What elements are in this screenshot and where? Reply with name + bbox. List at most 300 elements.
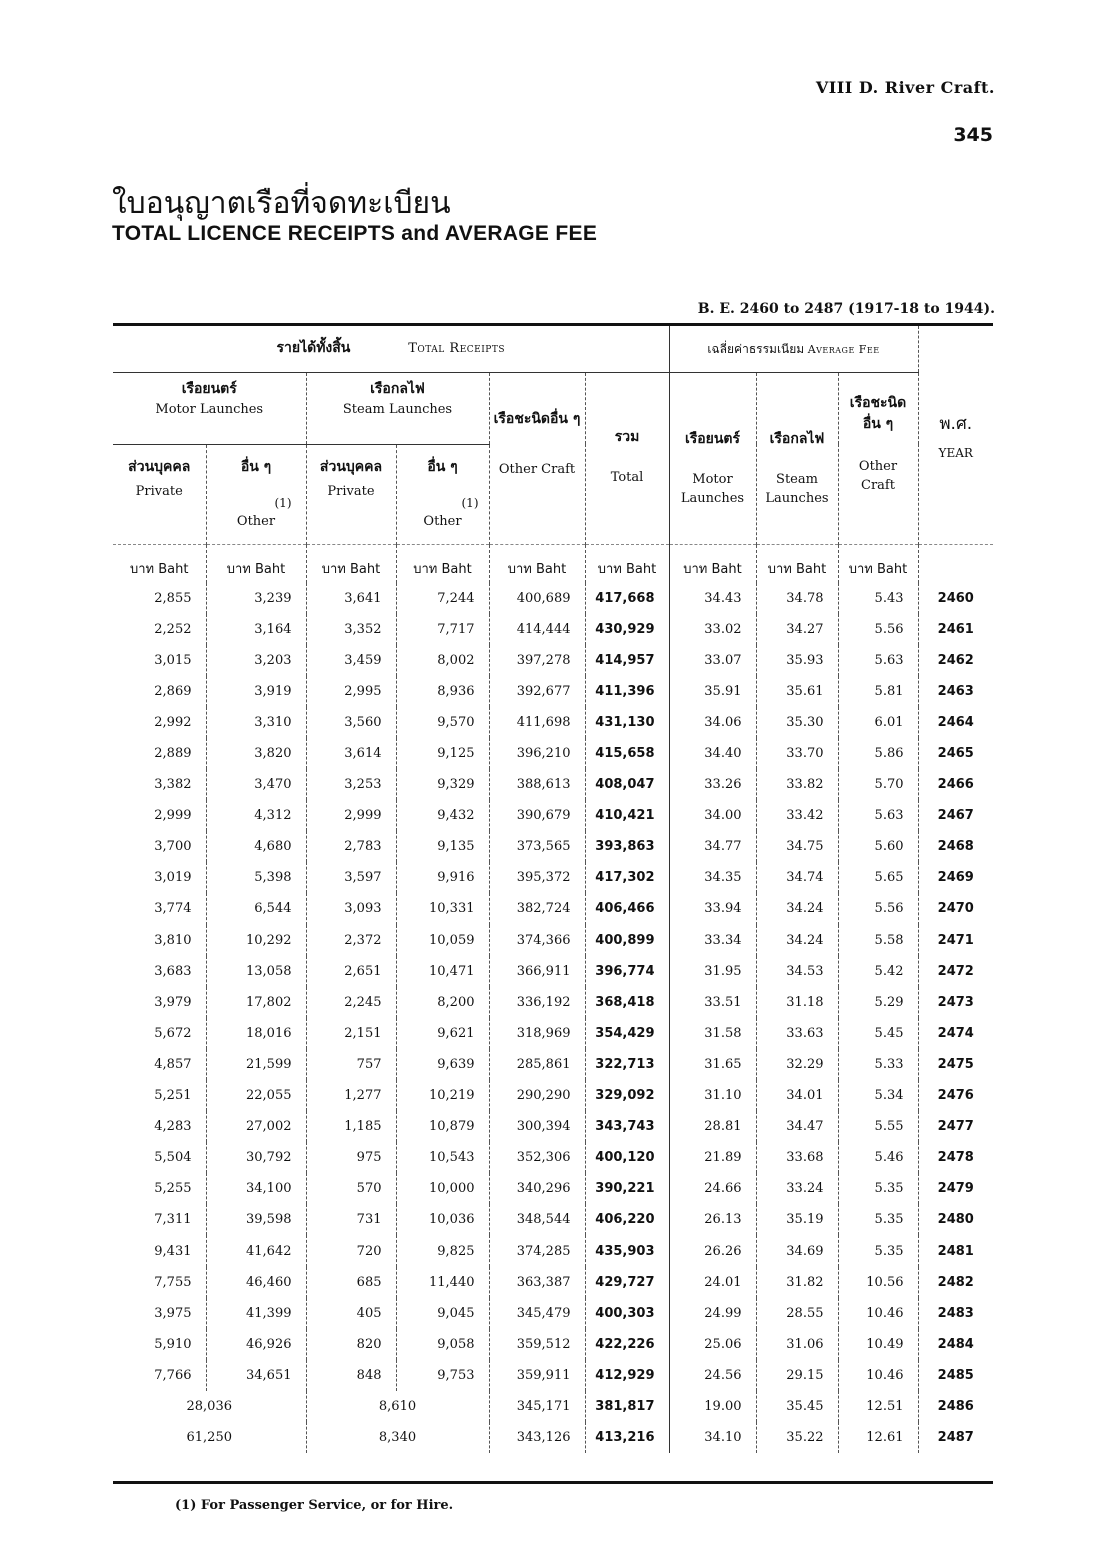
table-row [113, 1204, 993, 1235]
unit-label: บาท Baht [585, 544, 669, 583]
total-receipts-en: Total Receipts [408, 341, 506, 357]
cell-so: 10,036 [396, 1204, 489, 1235]
cell-sp: 820 [306, 1329, 396, 1360]
cell-mp: 7,311 [154, 1212, 192, 1228]
cell-mo: 5,398 [206, 862, 306, 893]
cell-ao: 5.70 [838, 769, 918, 800]
cell-mp: 5,672 [154, 1025, 192, 1041]
receipts-table-frame [113, 323, 993, 1484]
avg-motor-thai: เรือยนตร์ [684, 430, 741, 447]
cell-year: 2481 [918, 1235, 993, 1266]
cell-total: 431,130 [585, 707, 669, 738]
cell-oc: 388,613 [489, 769, 585, 800]
cell-total: 400,120 [585, 1142, 669, 1173]
unit-label: บาท Baht [306, 544, 396, 583]
cell-sp: 2,783 [306, 831, 396, 862]
cell-as: 33.82 [756, 769, 838, 800]
cell-ao: 5.63 [838, 800, 918, 831]
cell-so: 7,244 [396, 583, 489, 614]
cell-total: 417,668 [585, 583, 669, 614]
cell-mo: 3,470 [206, 769, 306, 800]
cell-as: 34.78 [756, 583, 838, 614]
cell-mp: 3,810 [154, 932, 192, 948]
cell-year: 2471 [918, 925, 993, 956]
average-fee-header [669, 326, 918, 372]
cell-oc: 343,126 [489, 1422, 585, 1453]
cell-year: 2480 [918, 1204, 993, 1235]
cell-am: 34.00 [669, 800, 756, 831]
motor-private-header [113, 444, 206, 544]
table-row [113, 676, 993, 707]
cell-sp: 1,277 [306, 1080, 396, 1111]
cell-mp: 3,015 [154, 652, 192, 668]
cell-am: 33.26 [669, 769, 756, 800]
cell-sp: 570 [306, 1173, 396, 1204]
cell-so: 9,639 [396, 1049, 489, 1080]
cell-total: 396,774 [585, 956, 669, 987]
other-craft-header [489, 372, 585, 544]
cell-as: 34.74 [756, 862, 838, 893]
cell-mo: 22,055 [206, 1080, 306, 1111]
cell-mo: 3,239 [206, 583, 306, 614]
cell-sp: 720 [306, 1235, 396, 1266]
cell-total: 408,047 [585, 769, 669, 800]
cell-am: 34.77 [669, 831, 756, 862]
cell-as: 33.68 [756, 1142, 838, 1173]
cell-am: 31.65 [669, 1049, 756, 1080]
unit-label: บาท Baht [130, 561, 189, 577]
cell-total: 411,396 [585, 676, 669, 707]
cell-total: 406,220 [585, 1204, 669, 1235]
cell-mo: 3,310 [206, 707, 306, 738]
cell-oc: 396,210 [489, 738, 585, 769]
cell-oc: 300,394 [489, 1111, 585, 1142]
cell-oc: 345,479 [489, 1298, 585, 1329]
cell-as: 34.75 [756, 831, 838, 862]
steam-private-en: Private [327, 483, 375, 499]
table-row [113, 738, 993, 769]
cell-am: 25.06 [669, 1329, 756, 1360]
cell-so: 9,825 [396, 1235, 489, 1266]
cell-mo: 4,680 [206, 831, 306, 862]
cell-am: 33.34 [669, 925, 756, 956]
steam-launches-header [306, 372, 489, 444]
cell-am: 19.00 [669, 1391, 756, 1422]
cell-sp: 3,597 [306, 862, 396, 893]
cell-sp: 757 [306, 1049, 396, 1080]
unit-label: บาท Baht [396, 544, 489, 583]
cell-mo: 13,058 [206, 956, 306, 987]
table-row [113, 707, 993, 738]
other-craft-en: Other Craft [498, 461, 576, 477]
cell-oc: 345,171 [489, 1391, 585, 1422]
cell-year: 2469 [918, 862, 993, 893]
unit-row-group [113, 544, 993, 583]
cell-year: 2487 [918, 1422, 993, 1453]
cell-year: 2463 [918, 676, 993, 707]
cell-ao: 5.58 [838, 925, 918, 956]
cell-mp: 3,382 [154, 777, 192, 793]
english-title: TOTAL LICENCE RECEIPTS and AVERAGE FEE [112, 222, 598, 245]
cell-sp: 2,372 [306, 925, 396, 956]
cell-oc: 411,698 [489, 707, 585, 738]
cell-year: 2476 [918, 1080, 993, 1111]
cell-am: 24.56 [669, 1360, 756, 1391]
cell-total: 413,216 [585, 1422, 669, 1453]
cell-ao: 10.56 [838, 1267, 918, 1298]
cell-as: 35.93 [756, 645, 838, 676]
table-row [113, 1111, 993, 1142]
motor-private-thai: ส่วนบุคคล [128, 458, 191, 475]
cell-mo: 3,203 [206, 645, 306, 676]
cell-mo: 21,599 [206, 1049, 306, 1080]
table-row [113, 800, 993, 831]
cell-steam: 8,340 [306, 1422, 489, 1453]
unit-label: บาท Baht [756, 544, 838, 583]
average-fee-en: Average Fee [807, 342, 880, 356]
cell-oc: 318,969 [489, 1018, 585, 1049]
cell-ao: 5.42 [838, 956, 918, 987]
cell-mo: 46,926 [206, 1329, 306, 1360]
cell-so: 11,440 [396, 1267, 489, 1298]
cell-oc: 395,372 [489, 862, 585, 893]
avg-other-header [838, 372, 918, 544]
cell-year: 2460 [918, 583, 993, 614]
cell-year: 2485 [918, 1360, 993, 1391]
cell-ao: 6.01 [838, 707, 918, 738]
cell-am: 28.81 [669, 1111, 756, 1142]
cell-total: 393,863 [585, 831, 669, 862]
cell-so: 10,059 [396, 925, 489, 956]
avg-steam-header [756, 372, 838, 544]
cell-motor: 61,250 [186, 1430, 232, 1446]
cell-total: 343,743 [585, 1111, 669, 1142]
cell-oc: 336,192 [489, 987, 585, 1018]
cell-ao: 5.60 [838, 831, 918, 862]
cell-mp: 2,855 [154, 590, 192, 606]
page-number: 345 [953, 124, 993, 146]
cell-am: 26.13 [669, 1204, 756, 1235]
cell-total: 410,421 [585, 800, 669, 831]
cell-so: 9,329 [396, 769, 489, 800]
unit-year-blank [918, 544, 993, 583]
cell-sp: 975 [306, 1142, 396, 1173]
cell-total: 412,929 [585, 1360, 669, 1391]
cell-as: 34.53 [756, 956, 838, 987]
total-thai: รวม [614, 428, 640, 445]
cell-year: 2483 [918, 1298, 993, 1329]
cell-year: 2466 [918, 769, 993, 800]
cell-sp: 3,093 [306, 893, 396, 924]
unit-label: บาท Baht [838, 544, 918, 583]
cell-sp: 2,999 [306, 800, 396, 831]
cell-year: 2468 [918, 831, 993, 862]
avg-other-en: Other Craft [858, 458, 898, 493]
cell-as: 29.15 [756, 1360, 838, 1391]
cell-ao: 12.51 [838, 1391, 918, 1422]
cell-mo: 6,544 [206, 893, 306, 924]
cell-mp: 4,283 [154, 1119, 192, 1135]
cell-as: 34.01 [756, 1080, 838, 1111]
total-receipts-header [113, 326, 669, 372]
cell-so: 10,471 [396, 956, 489, 987]
cell-oc: 392,677 [489, 676, 585, 707]
year-thai: พ.ศ. [939, 414, 973, 434]
cell-ao: 5.55 [838, 1111, 918, 1142]
cell-total: 406,466 [585, 893, 669, 924]
motor-thai: เรือยนตร์ [181, 380, 237, 397]
section-heading: VIII D. River Craft. [815, 78, 995, 97]
cell-motor: 28,036 [186, 1398, 232, 1414]
cell-sp: 2,995 [306, 676, 396, 707]
cell-am: 21.89 [669, 1142, 756, 1173]
cell-year: 2472 [918, 956, 993, 987]
cell-year: 2482 [918, 1267, 993, 1298]
table-row [113, 1235, 993, 1266]
cell-oc: 400,689 [489, 583, 585, 614]
cell-ao: 5.35 [838, 1235, 918, 1266]
cell-year: 2470 [918, 893, 993, 924]
cell-sp: 3,560 [306, 707, 396, 738]
cell-sp: 3,352 [306, 614, 396, 645]
cell-so: 9,135 [396, 831, 489, 862]
cell-oc: 382,724 [489, 893, 585, 924]
cell-as: 34.47 [756, 1111, 838, 1142]
cell-mp: 3,683 [154, 963, 192, 979]
cell-oc: 363,387 [489, 1267, 585, 1298]
cell-year: 2465 [918, 738, 993, 769]
cell-oc: 359,512 [489, 1329, 585, 1360]
cell-mp: 3,774 [154, 901, 192, 917]
table-row [113, 1049, 993, 1080]
cell-am: 31.95 [669, 956, 756, 987]
cell-mo: 17,802 [206, 987, 306, 1018]
table-row [113, 1080, 993, 1111]
cell-am: 31.58 [669, 1018, 756, 1049]
table-row [113, 862, 993, 893]
cell-year: 2461 [918, 614, 993, 645]
motor-other-header [206, 444, 306, 544]
cell-mo: 41,642 [206, 1235, 306, 1266]
cell-ao: 5.45 [838, 1018, 918, 1049]
cell-am: 24.99 [669, 1298, 756, 1329]
steam-private-header [306, 444, 396, 544]
cell-sp: 848 [306, 1360, 396, 1391]
cell-am: 33.51 [669, 987, 756, 1018]
cell-sp: 2,651 [306, 956, 396, 987]
table-row [113, 1360, 993, 1391]
footnote: (1) For Passenger Service, or for Hire. [175, 1498, 454, 1513]
table-row [113, 1142, 993, 1173]
cell-total: 354,429 [585, 1018, 669, 1049]
steam-thai: เรือกลไฟ [370, 380, 425, 397]
cell-mp: 5,910 [154, 1336, 192, 1352]
table-row [113, 987, 993, 1018]
cell-oc: 352,306 [489, 1142, 585, 1173]
cell-mp: 9,431 [154, 1243, 192, 1259]
cell-mp: 5,504 [154, 1150, 192, 1166]
total-en: Total [610, 469, 644, 485]
cell-as: 28.55 [756, 1298, 838, 1329]
year-en: YEAR [938, 445, 973, 460]
motor-en: Motor Launches [155, 401, 264, 417]
cell-oc: 374,366 [489, 925, 585, 956]
cell-ao: 10.49 [838, 1329, 918, 1360]
steam-private-thai: ส่วนบุคคล [319, 458, 383, 475]
table-header [113, 326, 993, 544]
cell-total: 322,713 [585, 1049, 669, 1080]
cell-total: 430,929 [585, 614, 669, 645]
cell-as: 31.18 [756, 987, 838, 1018]
table-row [113, 1173, 993, 1204]
cell-mo: 41,399 [206, 1298, 306, 1329]
cell-so: 8,936 [396, 676, 489, 707]
table-row [113, 831, 993, 862]
avg-motor-en: Motor Launches [680, 471, 745, 506]
cell-so: 8,002 [396, 645, 489, 676]
cell-steam: 8,610 [306, 1391, 489, 1422]
cell-year: 2474 [918, 1018, 993, 1049]
cell-as: 34.69 [756, 1235, 838, 1266]
cell-ao: 5.43 [838, 583, 918, 614]
cell-total: 422,226 [585, 1329, 669, 1360]
cell-year: 2475 [918, 1049, 993, 1080]
total-header [585, 372, 669, 544]
cell-total: 381,817 [585, 1391, 669, 1422]
cell-sp: 2,151 [306, 1018, 396, 1049]
other-craft-thai: เรือชะนิดอื่น ๆ [493, 410, 581, 427]
cell-mp: 5,255 [154, 1181, 192, 1197]
avg-other-thai: เรือชะนิดอื่น ๆ [849, 394, 907, 432]
cell-so: 9,058 [396, 1329, 489, 1360]
cell-so: 9,570 [396, 707, 489, 738]
cell-year: 2477 [918, 1111, 993, 1142]
cell-oc: 285,861 [489, 1049, 585, 1080]
cell-year: 2467 [918, 800, 993, 831]
cell-mp: 2,889 [154, 746, 192, 762]
cell-mo: 3,919 [206, 676, 306, 707]
steam-other-thai: อื่น ๆ [427, 458, 458, 475]
steam-other-header [396, 444, 489, 544]
cell-ao: 5.35 [838, 1204, 918, 1235]
table-body [113, 583, 993, 1454]
table-row [113, 1329, 993, 1360]
cell-total: 417,302 [585, 862, 669, 893]
cell-so: 9,753 [396, 1360, 489, 1391]
cell-sp: 3,614 [306, 738, 396, 769]
unit-label: บาท Baht [669, 544, 756, 583]
cell-mo: 34,100 [206, 1173, 306, 1204]
steam-other-footnote-marker: (1) [461, 495, 479, 510]
cell-mo: 39,598 [206, 1204, 306, 1235]
cell-mo: 10,292 [206, 925, 306, 956]
table-row [113, 893, 993, 924]
cell-so: 10,879 [396, 1111, 489, 1142]
table-row [113, 956, 993, 987]
cell-ao: 5.56 [838, 614, 918, 645]
cell-total: 368,418 [585, 987, 669, 1018]
cell-total: 415,658 [585, 738, 669, 769]
cell-am: 34.35 [669, 862, 756, 893]
cell-as: 34.24 [756, 893, 838, 924]
cell-am: 34.43 [669, 583, 756, 614]
cell-so: 10,543 [396, 1142, 489, 1173]
cell-as: 35.19 [756, 1204, 838, 1235]
cell-mo: 27,002 [206, 1111, 306, 1142]
motor-other-en: Other [236, 513, 276, 529]
cell-so: 10,331 [396, 893, 489, 924]
cell-as: 35.61 [756, 676, 838, 707]
cell-as: 32.29 [756, 1049, 838, 1080]
cell-ao: 5.34 [838, 1080, 918, 1111]
cell-mp: 3,700 [154, 839, 192, 855]
receipts-table [113, 326, 993, 1453]
cell-mo: 46,460 [206, 1267, 306, 1298]
cell-am: 33.94 [669, 893, 756, 924]
cell-as: 33.42 [756, 800, 838, 831]
cell-mp: 7,755 [154, 1274, 192, 1290]
cell-mp: 5,251 [154, 1088, 192, 1104]
cell-year: 2486 [918, 1391, 993, 1422]
cell-sp: 2,245 [306, 987, 396, 1018]
cell-sp: 3,459 [306, 645, 396, 676]
cell-ao: 10.46 [838, 1360, 918, 1391]
cell-sp: 3,641 [306, 583, 396, 614]
year-header [918, 372, 993, 544]
cell-mp: 2,252 [154, 621, 192, 637]
cell-total: 329,092 [585, 1080, 669, 1111]
cell-so: 9,125 [396, 738, 489, 769]
table-row [113, 1391, 993, 1422]
cell-mp: 4,857 [154, 1056, 192, 1072]
unit-label: บาท Baht [206, 544, 306, 583]
cell-as: 34.27 [756, 614, 838, 645]
table-row [113, 925, 993, 956]
cell-mo: 30,792 [206, 1142, 306, 1173]
cell-year: 2462 [918, 645, 993, 676]
period-range: B. E. 2460 to 2487 (1917-18 to 1944). [697, 301, 995, 317]
cell-oc: 397,278 [489, 645, 585, 676]
cell-ao: 5.81 [838, 676, 918, 707]
motor-launches-header [113, 372, 306, 444]
cell-year: 2479 [918, 1173, 993, 1204]
table-row [113, 583, 993, 614]
thai-title: ใบอนุญาตเรือที่จดทะเบียน [112, 186, 451, 221]
cell-ao: 5.63 [838, 645, 918, 676]
cell-as: 35.45 [756, 1391, 838, 1422]
cell-so: 9,621 [396, 1018, 489, 1049]
cell-total: 400,899 [585, 925, 669, 956]
cell-mp: 7,766 [154, 1367, 192, 1383]
cell-so: 8,200 [396, 987, 489, 1018]
cell-am: 34.40 [669, 738, 756, 769]
cell-mo: 3,164 [206, 614, 306, 645]
cell-ao: 5.35 [838, 1173, 918, 1204]
unit-label: บาท Baht [489, 544, 585, 583]
steam-en: Steam Launches [342, 401, 453, 417]
table-row [113, 645, 993, 676]
cell-ao: 5.65 [838, 862, 918, 893]
cell-so: 10,219 [396, 1080, 489, 1111]
cell-year: 2484 [918, 1329, 993, 1360]
cell-oc: 290,290 [489, 1080, 585, 1111]
cell-as: 33.70 [756, 738, 838, 769]
cell-sp: 685 [306, 1267, 396, 1298]
table-row [113, 1267, 993, 1298]
cell-total: 429,727 [585, 1267, 669, 1298]
cell-so: 7,717 [396, 614, 489, 645]
cell-am: 24.01 [669, 1267, 756, 1298]
